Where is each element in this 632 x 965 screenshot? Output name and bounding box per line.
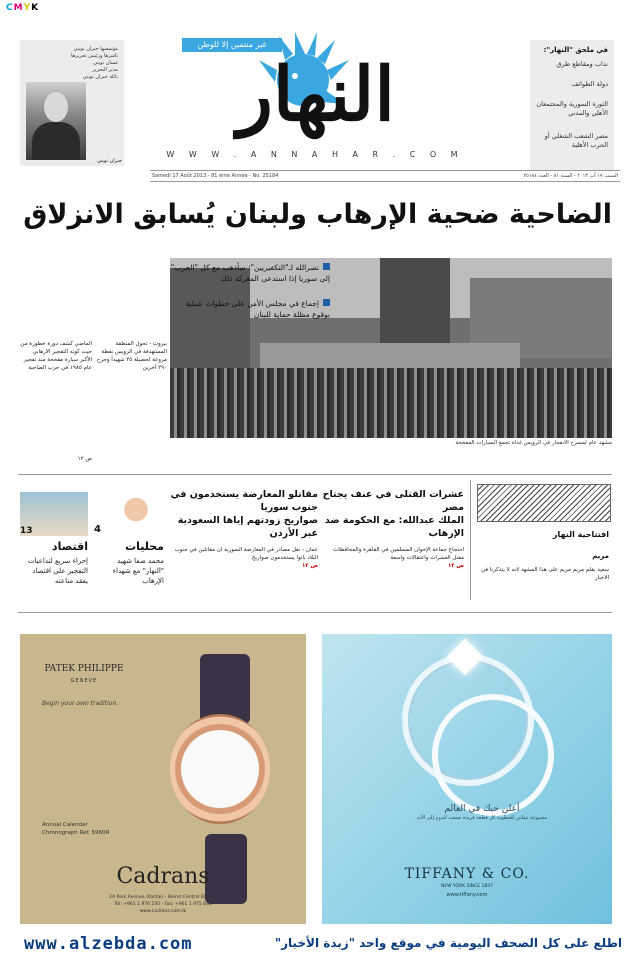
patek-logo: PATEK PHILIPPE bbox=[44, 664, 124, 674]
patek-model-line-1: Annual Calendar bbox=[42, 822, 88, 828]
cmyk-y: Y bbox=[23, 3, 32, 13]
supplement-item-4[interactable]: مصر الشعب الشغلي أو الحرب الأهلية bbox=[544, 132, 608, 149]
lead-column-1-text: الماضي كشف دورة خطورة من حيث كونه التفجير الارهابي الأكبر سيارة مفخخة منذ تفجير عام ١٩٨٥ في حرب الضاحية bbox=[20, 341, 92, 371]
lead-column-2-text: بيروت - تحول المنطقة المستهدفة في الرويس نقطة مروعة لحصيلة ٢٥ شهيداً وجرح ٢٩٠ آخرين bbox=[96, 341, 167, 371]
bullet-square-icon bbox=[323, 299, 330, 306]
divider-2 bbox=[18, 612, 612, 613]
supplement-box bbox=[530, 40, 614, 170]
tiffany-since: NEW YORK SINCE 1837 bbox=[440, 884, 494, 889]
lead-column-2 bbox=[95, 340, 167, 450]
news-story-1-title: عشرات القتلى في عنف يجتاح مصر bbox=[322, 489, 464, 513]
dateline-left: Samedi 17 Août 2013 - 81 ème Année - No. 25184 bbox=[152, 173, 279, 179]
cadrans-address-line: 2A Park Avenue, Kantari - Beirut Central District bbox=[109, 895, 217, 900]
supplement-title: في ملحق "النهار": bbox=[543, 46, 608, 54]
supplement-item-2[interactable]: دولة الطوائف bbox=[571, 80, 608, 88]
cmyk-m: M bbox=[13, 3, 24, 13]
patek-tagline: Begin your own tradition. bbox=[42, 700, 119, 707]
news-story-1-more[interactable]: ص ١٢ bbox=[447, 563, 464, 569]
tiffany-text: مجموعة تيفاني للخطوبة كل قطعة فريدة صنعت لتدوم إلى الأبد bbox=[416, 815, 548, 821]
divider-1 bbox=[18, 474, 612, 475]
photo-building-2 bbox=[380, 258, 450, 348]
news-story-1[interactable] bbox=[322, 488, 464, 570]
tiffany-logo: TIFFANY & CO. bbox=[404, 866, 530, 882]
tiffany-ad[interactable] bbox=[322, 634, 612, 924]
bullet-story-1[interactable] bbox=[170, 262, 330, 284]
founder-line-4: مدير التحرير bbox=[92, 67, 118, 73]
masthead-slogan: غير منتمين إلا للوطن bbox=[182, 38, 282, 52]
cmyk-marks bbox=[6, 3, 39, 13]
footer-banner bbox=[0, 928, 632, 965]
patek-city: GENEVE bbox=[70, 678, 98, 684]
economy-text: إجراء سريع لتداعيات التفجير على اقتصاد يفقد مناعته bbox=[27, 557, 88, 585]
cadrans-site: www.cadrans.com.lb bbox=[139, 909, 187, 914]
footer-message: اطلع على كل الصحف اليومية في موقع واحد "زبدة الأخبار" bbox=[274, 936, 622, 950]
dateline-right: السبت ١٧ آب ٢٠١٣ - السنة ٨١ - العدد ٢٥١٨٤ bbox=[523, 173, 618, 179]
cadrans-logo: Cadrans bbox=[116, 864, 210, 889]
main-photo-caption: مشهد عام لمسرح الانفجار في الرويس غداة تجمع السيارات المفخخة bbox=[455, 440, 612, 446]
photo-building-1 bbox=[170, 268, 250, 378]
founder-box bbox=[20, 40, 124, 166]
local-title[interactable]: محليات bbox=[125, 540, 164, 553]
watch-case-icon bbox=[170, 714, 270, 824]
bullet-story-1-text: نصرالله لـ"التكفيريين": سأذهب مع كل "الحرب" إلى سوريا إذا استدعى المعركة ذلك bbox=[170, 263, 330, 283]
main-headline[interactable]: الضاحية ضحية الإرهاب ولبنان يُسابق الانزلاق bbox=[23, 199, 612, 230]
portrait-suit bbox=[32, 122, 80, 160]
news-story-2-more[interactable]: ص ١٢ bbox=[301, 563, 318, 569]
lead-more-link[interactable]: ص ١٢ bbox=[77, 456, 92, 462]
lead-column-1 bbox=[20, 340, 92, 450]
supplement-item-1[interactable]: نداب ومقاطع طرق bbox=[556, 60, 608, 68]
bullet-story-2-text: إجماع في مجلس الأمن على خطوات عملية بوقوع مظلة حماية للبنان bbox=[185, 299, 330, 319]
dateline bbox=[150, 170, 620, 182]
editorial-subtitle: مريم bbox=[592, 552, 609, 560]
ring-band-2-icon bbox=[432, 694, 554, 816]
bullet-square-icon bbox=[323, 263, 330, 270]
founder-line-1: مؤسسها جبران تويني bbox=[73, 46, 118, 52]
local-text: محمد صفا شهيد "النهار" مع شهداء الإرهاب bbox=[112, 557, 164, 585]
masthead-title: النهار bbox=[237, 52, 395, 138]
supplement-item-3[interactable]: الثورة السورية والمجتمعان الأهلي والمدني bbox=[536, 100, 608, 117]
patek-model-line-2: Chronograph Ref. 5960R bbox=[42, 830, 110, 836]
cadrans-address bbox=[40, 894, 286, 915]
economy-page-number: 13 bbox=[20, 526, 33, 536]
cadrans-phone: Tel: +961 1 976 230 - Fax: +961 1 975 844 bbox=[114, 902, 212, 907]
tiffany-copy bbox=[382, 804, 582, 822]
founder-line-5: نائلة جبران تويني bbox=[82, 74, 118, 80]
local-page-number: 4 bbox=[94, 524, 101, 535]
founder-portrait bbox=[26, 82, 86, 160]
portrait-face bbox=[44, 92, 68, 122]
news-story-1-text: احتجاج جماعة الإخوان المسلمين في القاهرة والمحافظات مقتل العشرات واعتقالات واسعة bbox=[333, 547, 464, 561]
cmyk-c: C bbox=[6, 3, 14, 13]
portrait-caption: جبران تويني bbox=[96, 158, 122, 164]
editorial-art bbox=[477, 484, 611, 522]
tiffany-heading: أعلن حبك في العالم bbox=[444, 804, 520, 814]
founder-line-3: غسان تويني bbox=[93, 60, 118, 66]
founder-line-2: ناشرها ورئيس تحريرها bbox=[71, 53, 118, 59]
news-story-2-text: عمان - نقل مصادر في المعارضة السورية ان مقاتلين في جنوب البلاد باتوا يستخدمون صواريخ bbox=[174, 547, 318, 561]
cmyk-k: K bbox=[31, 3, 40, 13]
news-story-2[interactable] bbox=[170, 488, 318, 570]
patek-philippe-ad[interactable] bbox=[20, 634, 306, 924]
masthead-website[interactable]: W W W . A N N A H A R . C O M bbox=[166, 150, 464, 159]
news-story-1-subtitle: الملك عبدالله: مع الحكومة ضد الإرهاب bbox=[324, 515, 464, 539]
editorial-box bbox=[470, 480, 613, 600]
founder-text bbox=[58, 46, 118, 81]
tiffany-site: www.tiffany.com bbox=[446, 892, 488, 898]
editorial-text: سعيد بقلم مريم مريم على هذا المشهد لانه لا يتذكرنا في الاخبار bbox=[480, 567, 609, 581]
editorial-title[interactable]: افتتاحية النهار bbox=[552, 530, 609, 539]
footer-url[interactable]: www.alzebda.com bbox=[24, 934, 193, 954]
economy-title[interactable]: اقتصاد bbox=[51, 540, 88, 553]
news-story-2-title: مقاتلو المعارضة يستخدمون في جنوب سوريا bbox=[170, 489, 318, 513]
local-photo bbox=[108, 492, 164, 536]
bullet-story-2[interactable] bbox=[170, 298, 330, 320]
main-photo bbox=[170, 258, 612, 438]
news-story-2-subtitle: صواريخ زودتهم إياها السعودية عبر الأردن bbox=[177, 515, 318, 539]
photo-crowd bbox=[170, 368, 612, 438]
